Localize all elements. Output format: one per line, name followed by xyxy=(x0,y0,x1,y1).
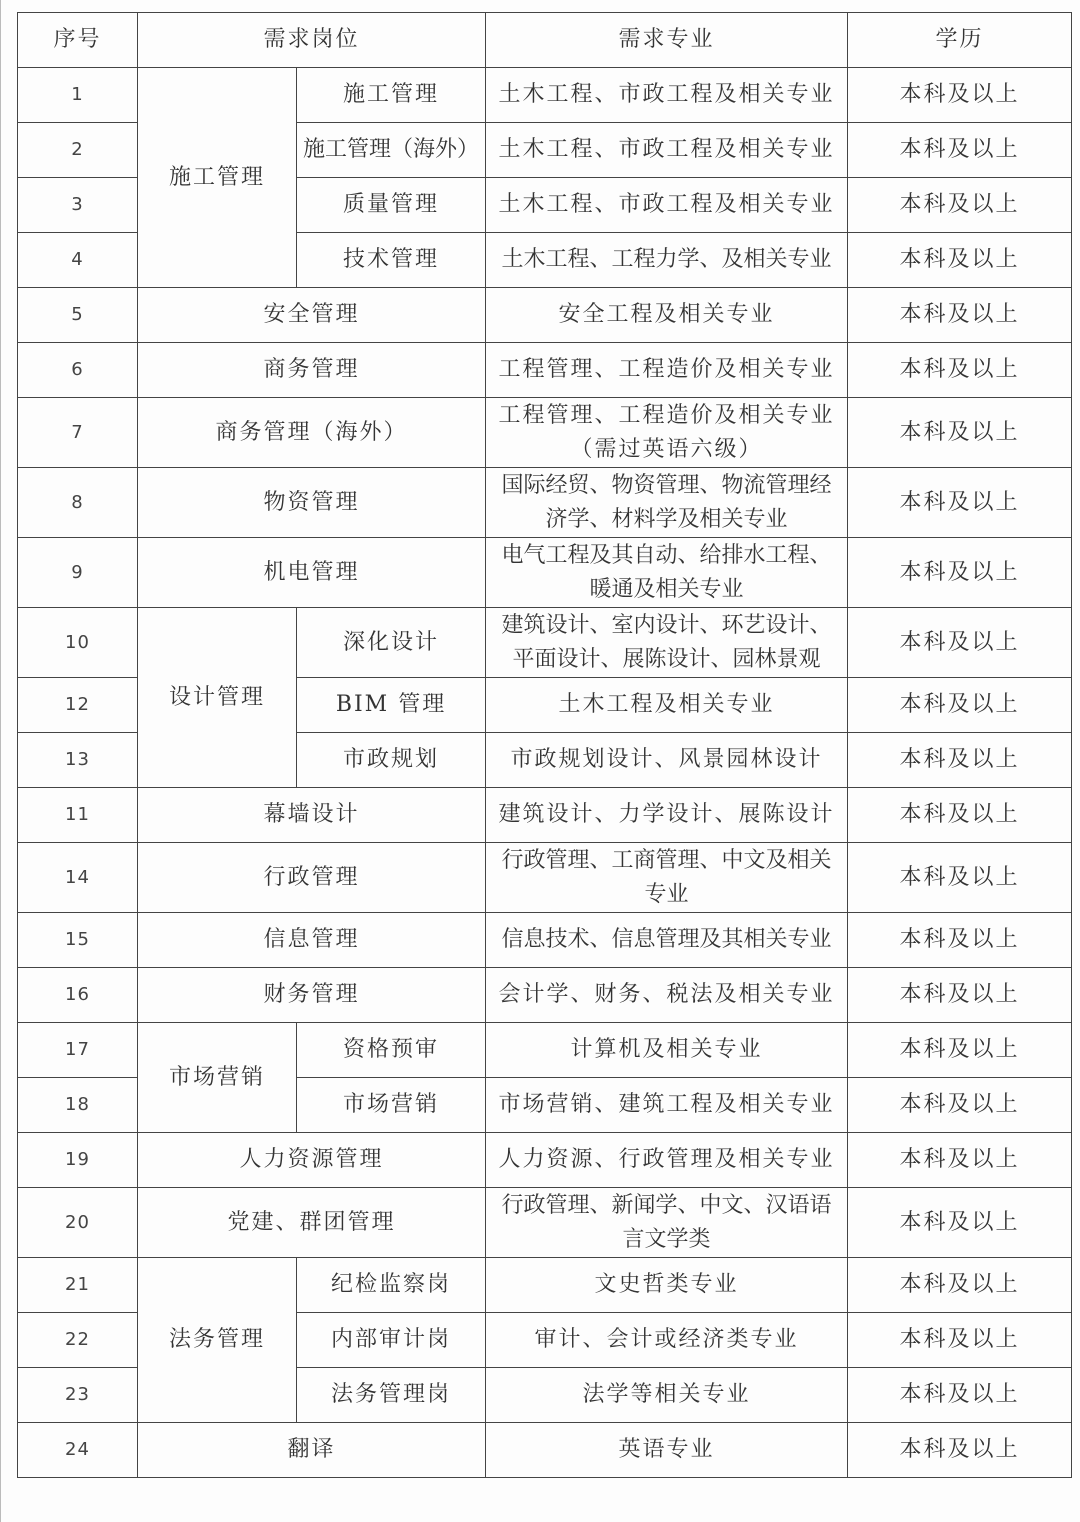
row-major xyxy=(486,398,848,468)
row-no: 5 xyxy=(18,288,138,343)
row-no: 19 xyxy=(18,1133,138,1188)
row-position: 财务管理 xyxy=(138,968,486,1023)
row-major-line: 国际经贸、物资管理、物流管理经 xyxy=(501,472,832,498)
row-major xyxy=(486,1188,848,1258)
row-no: 2 xyxy=(18,123,138,178)
row-major: 信息技术、信息管理及其相关专业 xyxy=(486,913,848,968)
table-row xyxy=(18,1188,1072,1258)
row-major: 安全工程及相关专业 xyxy=(486,288,848,343)
row-major-line: 济学、材料学及相关专业 xyxy=(545,506,788,532)
row-no: 17 xyxy=(18,1023,138,1078)
row-sub-position: BIM 管理 xyxy=(297,678,486,733)
row-sub-position: 市政规划 xyxy=(297,733,486,788)
row-major: 审计、会计或经济类专业 xyxy=(486,1313,848,1368)
row-major xyxy=(486,538,848,608)
row-sub-position: 深化设计 xyxy=(297,608,486,678)
row-major xyxy=(486,468,848,538)
row-no: 6 xyxy=(18,343,138,398)
recruitment-table xyxy=(17,12,1072,1478)
page-edge-line xyxy=(0,0,1,1522)
table-row xyxy=(18,288,1072,343)
row-education: 本科及以上 xyxy=(848,1313,1072,1368)
row-education: 本科及以上 xyxy=(848,343,1072,398)
row-major: 市场营销、建筑工程及相关专业 xyxy=(486,1078,848,1133)
row-major: 会计学、财务、税法及相关专业 xyxy=(486,968,848,1023)
row-major: 建筑设计、力学设计、展陈设计 xyxy=(486,788,848,843)
row-group: 施工管理 xyxy=(138,68,297,288)
row-major-line: 专业 xyxy=(644,881,689,907)
row-major: 法学等相关专业 xyxy=(486,1368,848,1423)
row-group: 市场营销 xyxy=(138,1023,297,1133)
row-major: 工程管理、工程造价及相关专业 xyxy=(486,343,848,398)
row-major-line: 暖通及相关专业 xyxy=(589,576,744,602)
row-sub-position: 施工管理（海外） xyxy=(297,123,486,178)
row-no: 4 xyxy=(18,233,138,288)
row-education: 本科及以上 xyxy=(848,288,1072,343)
row-major-line: 行政管理、工商管理、中文及相关 xyxy=(501,847,832,873)
row-major: 土木工程、市政工程及相关专业 xyxy=(486,178,848,233)
row-major: 市政规划设计、风景园林设计 xyxy=(486,733,848,788)
row-sub-position: 市场营销 xyxy=(297,1078,486,1133)
row-education: 本科及以上 xyxy=(848,178,1072,233)
row-no: 11 xyxy=(18,788,138,843)
row-major xyxy=(486,843,848,913)
header-position: 需求岗位 xyxy=(138,13,486,68)
row-sub-position: 质量管理 xyxy=(297,178,486,233)
header-major: 需求专业 xyxy=(486,13,848,68)
table-row xyxy=(18,1258,1072,1313)
row-position: 商务管理（海外） xyxy=(138,398,486,468)
row-major: 文史哲类专业 xyxy=(486,1258,848,1313)
row-no: 12 xyxy=(18,678,138,733)
row-sub-position: 施工管理 xyxy=(297,68,486,123)
row-no: 24 xyxy=(18,1423,138,1478)
row-major: 土木工程、市政工程及相关专业 xyxy=(486,68,848,123)
row-no: 13 xyxy=(18,733,138,788)
row-no: 3 xyxy=(18,178,138,233)
row-no: 9 xyxy=(18,538,138,608)
table-row xyxy=(18,343,1072,398)
row-sub-position: 纪检监察岗 xyxy=(297,1258,486,1313)
row-no: 16 xyxy=(18,968,138,1023)
row-position: 信息管理 xyxy=(138,913,486,968)
row-education: 本科及以上 xyxy=(848,843,1072,913)
row-no: 14 xyxy=(18,843,138,913)
row-education: 本科及以上 xyxy=(848,1258,1072,1313)
table-row xyxy=(18,1423,1072,1478)
row-education: 本科及以上 xyxy=(848,913,1072,968)
row-major-line: （需过英语六级） xyxy=(570,436,763,462)
row-major-line: 电气工程及其自动、给排水工程、 xyxy=(501,542,832,568)
row-major: 英语专业 xyxy=(486,1423,848,1478)
header-education: 学历 xyxy=(848,13,1072,68)
row-major-line: 工程管理、工程造价及相关专业 xyxy=(498,402,835,428)
row-major: 土木工程及相关专业 xyxy=(486,678,848,733)
row-no: 7 xyxy=(18,398,138,468)
row-sub-position: 内部审计岗 xyxy=(297,1313,486,1368)
row-no: 10 xyxy=(18,608,138,678)
row-education: 本科及以上 xyxy=(848,1368,1072,1423)
row-no: 18 xyxy=(18,1078,138,1133)
row-education: 本科及以上 xyxy=(848,123,1072,178)
table-row xyxy=(18,843,1072,913)
row-position: 人力资源管理 xyxy=(138,1133,486,1188)
row-education: 本科及以上 xyxy=(848,1023,1072,1078)
row-major xyxy=(486,608,848,678)
row-major: 人力资源、行政管理及相关专业 xyxy=(486,1133,848,1188)
table-row xyxy=(18,913,1072,968)
row-position: 翻译 xyxy=(138,1423,486,1478)
row-major-line: 言文学类 xyxy=(622,1226,711,1252)
row-education: 本科及以上 xyxy=(848,1133,1072,1188)
row-position: 行政管理 xyxy=(138,843,486,913)
row-group: 法务管理 xyxy=(138,1258,297,1423)
row-major: 土木工程、市政工程及相关专业 xyxy=(486,123,848,178)
row-no: 1 xyxy=(18,68,138,123)
row-education: 本科及以上 xyxy=(848,608,1072,678)
row-education: 本科及以上 xyxy=(848,468,1072,538)
table-row xyxy=(18,608,1072,678)
row-sub-position: 法务管理岗 xyxy=(297,1368,486,1423)
table-row xyxy=(18,398,1072,468)
table-header-row xyxy=(18,13,1072,68)
row-sub-position: 资格预审 xyxy=(297,1023,486,1078)
row-position: 幕墙设计 xyxy=(138,788,486,843)
table-row xyxy=(18,68,1072,123)
row-position: 物资管理 xyxy=(138,468,486,538)
row-major-line: 平面设计、展陈设计、园林景观 xyxy=(512,646,821,672)
table-row xyxy=(18,968,1072,1023)
row-group: 设计管理 xyxy=(138,608,297,788)
row-no: 23 xyxy=(18,1368,138,1423)
row-major-line: 建筑设计、室内设计、环艺设计、 xyxy=(501,612,832,638)
row-education: 本科及以上 xyxy=(848,398,1072,468)
row-major-line: 行政管理、新闻学、中文、汉语语 xyxy=(501,1192,832,1218)
row-education: 本科及以上 xyxy=(848,678,1072,733)
header-no: 序号 xyxy=(18,13,138,68)
row-position: 商务管理 xyxy=(138,343,486,398)
row-position: 安全管理 xyxy=(138,288,486,343)
row-no: 22 xyxy=(18,1313,138,1368)
table-row xyxy=(18,538,1072,608)
row-education: 本科及以上 xyxy=(848,1078,1072,1133)
table-row xyxy=(18,1133,1072,1188)
row-education: 本科及以上 xyxy=(848,1423,1072,1478)
row-education: 本科及以上 xyxy=(848,538,1072,608)
row-major: 土木工程、工程力学、及相关专业 xyxy=(486,233,848,288)
row-education: 本科及以上 xyxy=(848,68,1072,123)
row-position: 机电管理 xyxy=(138,538,486,608)
row-no: 21 xyxy=(18,1258,138,1313)
row-sub-position: 技术管理 xyxy=(297,233,486,288)
row-no: 8 xyxy=(18,468,138,538)
row-position: 党建、群团管理 xyxy=(138,1188,486,1258)
row-education: 本科及以上 xyxy=(848,233,1072,288)
row-education: 本科及以上 xyxy=(848,968,1072,1023)
table-row xyxy=(18,1023,1072,1078)
table-row xyxy=(18,468,1072,538)
table-row xyxy=(18,788,1072,843)
row-major: 计算机及相关专业 xyxy=(486,1023,848,1078)
row-no: 15 xyxy=(18,913,138,968)
row-education: 本科及以上 xyxy=(848,1188,1072,1258)
row-education: 本科及以上 xyxy=(848,733,1072,788)
row-education: 本科及以上 xyxy=(848,788,1072,843)
row-no: 20 xyxy=(18,1188,138,1258)
